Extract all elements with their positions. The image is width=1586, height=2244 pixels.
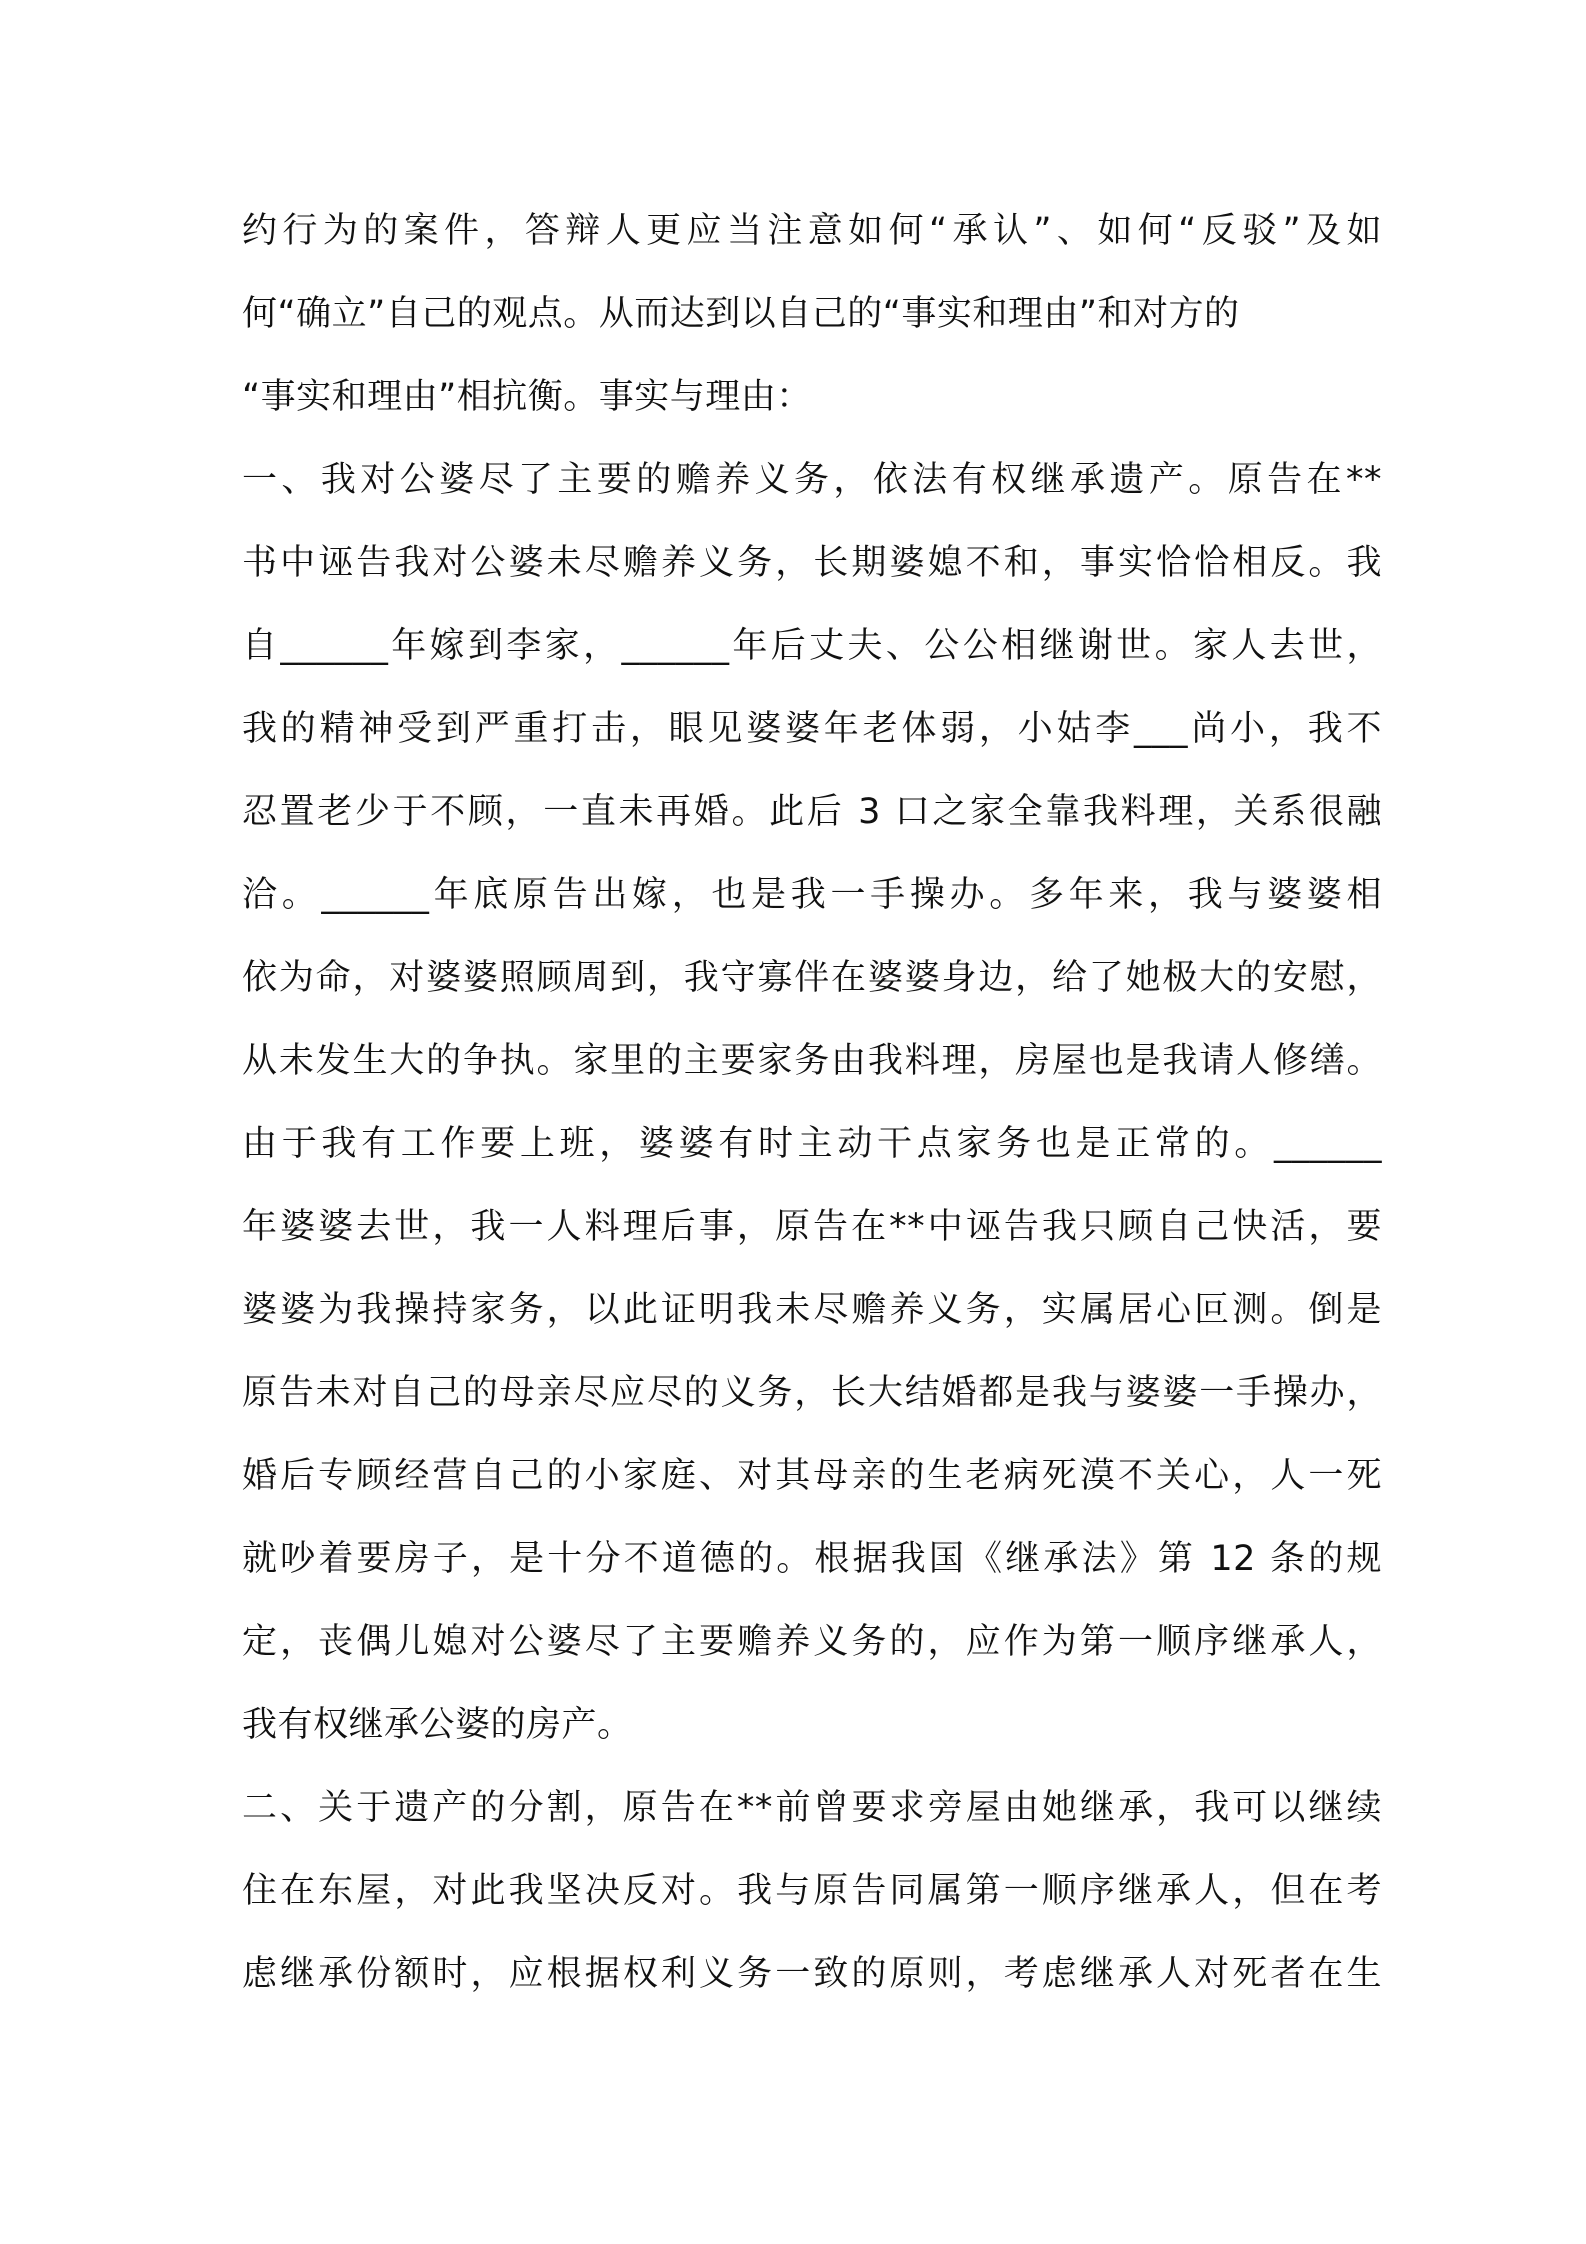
text-line: 年婆婆去世，我一人料理后事，原告在**中诬告我只顾自己快活，要	[242, 1207, 1382, 1247]
text-line: 从未发生大的争执。家里的主要家务由我料理，房屋也是我请人修缮。	[242, 1041, 1382, 1081]
text-line: 约行为的案件，答辩人更应当注意如何“承认”、如何“反驳”及如	[242, 211, 1382, 251]
text-line: 自______年嫁到李家，______年后丈夫、公公相继谢世。家人去世，	[242, 626, 1382, 666]
text-line: 依为命，对婆婆照顾周到，我守寡伴在婆婆身边，给了她极大的安慰，	[242, 958, 1382, 998]
text-line: 婚后专顾经营自己的小家庭、对其母亲的生老病死漠不关心，人一死	[242, 1456, 1382, 1496]
text-line: 就吵着要房子，是十分不道德的。根据我国《继承法》第 12 条的规	[242, 1539, 1382, 1579]
body-text	[242, 190, 1382, 2016]
text-line: 虑继承份额时，应根据权利义务一致的原则，考虑继承人对死者在生	[242, 1954, 1382, 1994]
text-line: 二、关于遗产的分割，原告在**前曾要求旁屋由她继承，我可以继续	[242, 1788, 1382, 1828]
text-line: “事实和理由”相抗衡。事实与理由：	[242, 377, 812, 417]
text-line: 由于我有工作要上班，婆婆有时主动干点家务也是正常的。______	[242, 1124, 1382, 1164]
text-line: 婆婆为我操持家务，以此证明我未尽赡养义务，实属居心叵测。倒是	[242, 1290, 1382, 1330]
text-line: 我的精神受到严重打击，眼见婆婆年老体弱，小姑李___尚小，我不	[242, 709, 1382, 749]
text-line: 忍置老少于不顾，一直未再婚。此后 3 口之家全靠我料理，关系很融	[242, 792, 1382, 832]
text-line: 定，丧偶儿媳对公婆尽了主要赡养义务的，应作为第一顺序继承人，	[242, 1622, 1382, 1662]
text-line: 书中诬告我对公婆未尽赡养义务，长期婆媳不和，事实恰恰相反。我	[242, 543, 1382, 583]
text-line: 住在东屋，对此我坚决反对。我与原告同属第一顺序继承人，但在考	[242, 1871, 1382, 1911]
text-line: 原告未对自己的母亲尽应尽的义务，长大结婚都是我与婆婆一手操办，	[242, 1373, 1382, 1413]
text-line: 洽。______年底原告出嫁，也是我一手操办。多年来，我与婆婆相	[242, 875, 1382, 915]
text-line: 一、我对公婆尽了主要的赡养义务，依法有权继承遗产。原告在**	[242, 460, 1382, 500]
text-line: 我有权继承公婆的房产。	[242, 1705, 633, 1745]
text-line: 何“确立”自己的观点。从而达到以自己的“事实和理由”和对方的	[242, 294, 1240, 334]
